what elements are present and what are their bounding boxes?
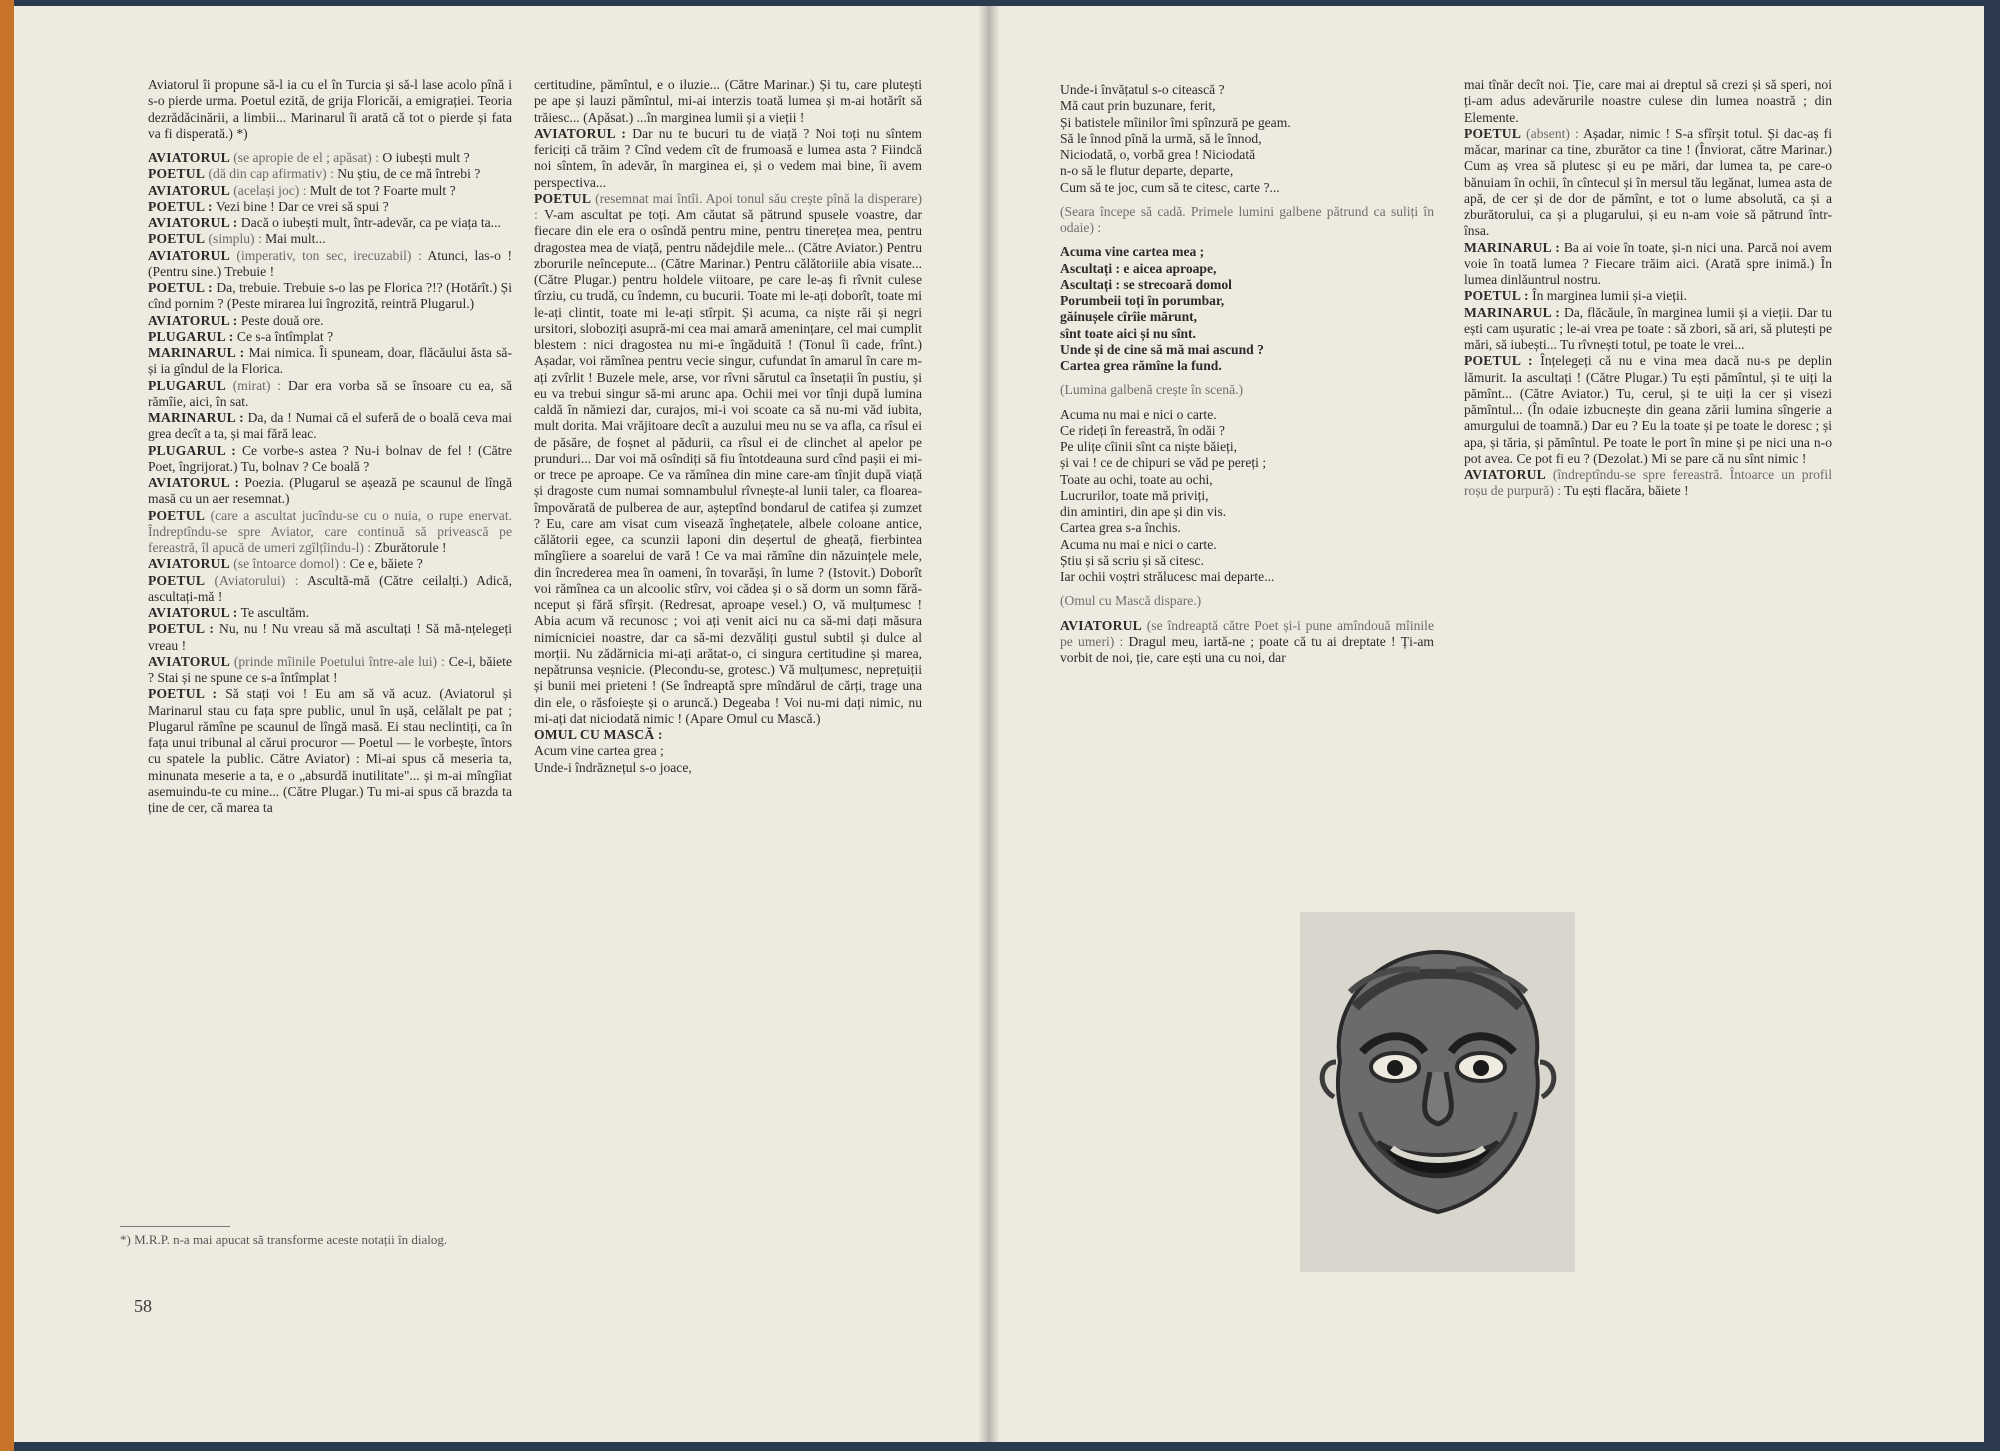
- verse-line: Niciodată, o, vorbă grea ! Niciodată: [1060, 147, 1256, 162]
- speaker-name: POETUL: [534, 190, 592, 206]
- dialogue-line: [534, 191, 922, 727]
- speech-text: Poezia. (Plugarul se așează pe scaunul de lîngă masă cu un aer resemnat.): [148, 475, 513, 507]
- speech-text: Tu ești flacăra, băiete !: [1564, 483, 1689, 499]
- verse-line: Mă caut prin buzunare, ferit,: [1060, 98, 1216, 114]
- dialogue-line: [1464, 305, 1832, 354]
- dialogue-line: [148, 443, 512, 476]
- dialogue-line: [148, 508, 512, 557]
- verse-line: Știu și să scriu și să citesc.: [1060, 552, 1204, 568]
- stage-direction: (Seara începe să cadă. Primele lumini galbene pătrund ca suliți în odaie) :: [1060, 203, 1434, 235]
- dialogue-line: [534, 126, 922, 191]
- speaker-name: PLUGARUL: [148, 377, 226, 393]
- footnote: *) M.R.P. n-a mai apucat să transforme aceste notații în dialog.: [120, 1232, 448, 1247]
- speaker-name: POETUL: [148, 166, 206, 182]
- speech-text: Ce-i, băiete ? Stai și ne spune ce s-a întîmplat !: [148, 653, 512, 685]
- speaker-name: POETUL :: [148, 280, 213, 295]
- dialogue-line: [148, 215, 512, 231]
- stage-direction: (absent) :: [1526, 125, 1579, 141]
- dialogue-line: [148, 345, 512, 378]
- speaker-name: MARINARUL :: [1464, 239, 1560, 255]
- speech-text: Nu știu, de ce mă întrebi ?: [337, 166, 481, 182]
- stage-direction: (se apropie de el ; apăsat) :: [233, 150, 379, 165]
- verse-line: Unde și de cine să mă mai ascund ?: [1060, 341, 1264, 357]
- speaker-name: MARINARUL :: [1464, 304, 1560, 320]
- stage-direction: (îndreptîndu-se spre fereastră. Întoarce un profil roșu de purpură) :: [1464, 467, 1832, 499]
- speaker-name: AVIATORUL: [148, 182, 230, 198]
- verse-line: Ascultați : se strecoară domol: [1060, 276, 1232, 292]
- dialogue-line: [1464, 288, 1832, 304]
- speaker-name: AVIATORUL: [148, 556, 230, 572]
- dialogue-line: [1464, 240, 1832, 289]
- stage-direction: (resemnat mai întîi. Apoi tonul său crește pînă la disperare) :: [534, 190, 922, 222]
- dialogue-line: [148, 313, 512, 329]
- dialogue-line: [148, 183, 512, 199]
- stage-direction: (dă din cap afirmativ) :: [208, 166, 334, 182]
- paragraph: mai tînăr decît noi. Ție, care mai ai dreptul să crezi și să speri, noi ți-am adus adevărurile noastre culese din lumea noastră ; din Elemente.: [1464, 77, 1832, 125]
- speech-text: Da, da ! Numai că el suferă de o boală ceva mai grea decît a ta, și mai fără leac.: [148, 410, 512, 442]
- speaker-name: AVIATORUL :: [534, 125, 627, 141]
- speaker-name: OMUL CU MASCĂ :: [534, 727, 663, 742]
- speaker-name: PLUGARUL :: [148, 328, 234, 344]
- left-column-2: [534, 77, 922, 776]
- stage-direction: (se întoarce domol) :: [233, 556, 347, 572]
- verse-line: Porumbeii toți în porumbar,: [1060, 293, 1225, 308]
- dialogue-line: [148, 150, 512, 166]
- speaker-name: AVIATORUL: [148, 150, 230, 165]
- stage-direction: (care a ascultat jucîndu-se cu o nuia, o rupe enervat. Îndreptîndu-se spre Aviator, care continuă să privească pe fereastră, îl apucă de umeri zgîlțîindu-l) :: [148, 507, 512, 555]
- speaker-name: AVIATORUL :: [148, 215, 238, 230]
- verse-line: Iar ochii voștri strălucesc mai departe...: [1060, 569, 1275, 584]
- dialogue-line: [148, 280, 512, 313]
- speaker-name: PLUGARUL :: [148, 442, 236, 458]
- speaker-name: MARINARUL :: [148, 410, 244, 425]
- verse-line: din amintiri, din ape și din vis.: [1060, 504, 1227, 519]
- verse-line: Cartea grea s-a închis.: [1060, 520, 1181, 536]
- speech-text: Dar nu te bucuri tu de viață ? Noi toți nu sîntem fericiți că trăim ? Cînd vedem cît de frumoasă e lumea asta ? Fiindcă noi sîntem, în adevăr, în marginea ei, și o vedem mai bine, îi avem perspectiva...: [534, 125, 922, 190]
- dialogue-line: [1464, 467, 1832, 500]
- dialogue-line: [148, 475, 512, 508]
- right-column-2: [1464, 77, 1832, 500]
- verse-line: Unde-i îndrăznețul s-o joace,: [534, 759, 692, 775]
- verse-line: Să le înnod pînă la urmă, să le înnod,: [1060, 130, 1262, 146]
- verse-line: sînt toate aici și nu sînt.: [1060, 325, 1196, 341]
- speaker-name: POETUL: [148, 572, 206, 588]
- speech-text: Atunci, las-o ! (Pentru sine.) Trebuie !: [148, 247, 512, 279]
- book-gutter: [978, 6, 1000, 1442]
- dialogue-line: [148, 605, 512, 621]
- speaker-name: AVIATORUL: [148, 247, 230, 263]
- speech-text: Ce vorbe-s astea ? Nu-i bolnav de fel ! (Către Poet, îngrijorat.) Tu, bolnav ? Ce boală ?: [148, 442, 512, 474]
- speaker-name: AVIATORUL: [1060, 617, 1142, 633]
- paragraph: certitudine, pămîntul, e o iluzie... (Către Marinar.) Și tu, care plutești pe ape și lauzi pămîntul, mi-ai interzis toată lumea și m-ai hotărît să trăiesc... (Apăsat.) ...în marginea lumii și a vieții !: [534, 77, 922, 125]
- speaker-name: POETUL :: [148, 621, 215, 637]
- speaker-name: AVIATORUL :: [148, 605, 238, 620]
- speech-text: Ce e, băiete ?: [349, 556, 423, 572]
- dialogue-line: [148, 686, 512, 816]
- dialogue-line: [1464, 353, 1832, 467]
- speaker-name: POETUL: [148, 231, 206, 247]
- dialogue-line: [148, 231, 512, 247]
- verse-line: Pe ulițe cîinii sînt ca niște băieți,: [1060, 439, 1238, 454]
- speaker-name: POETUL: [1464, 125, 1522, 141]
- speaker-name: POETUL :: [1464, 353, 1533, 369]
- verse-line: găinușele cîrîie mărunt,: [1060, 309, 1198, 325]
- stage-direction: (se îndreaptă către Poet și-i pune amîndouă mîinile pe umeri) :: [1060, 617, 1434, 649]
- speech-text: V-am ascultat pe toți. Am căutat să pătrund spusele voastre, dar fiecare din ele era o osîndă pentru mine, pentru tinerețea mea, pentru dragostea mea de viață, pentru nădejdile mele... (Către Aviator.) Pentru zborurile neîncepute... (Către Marinar.) Pentru călătoriile abia visate... (Către Plugar.) pentru holdele viitoare, pe care le-aș fi rîvnit culese tîrziu, cu trudă, cu îndemn, cu bucurii. Toate mi le-ați doborît, toate mi le-ați clintit, toate mi le-ați stîrpit. Și acuma, ca niște răi și negri ursitori, sloboziți asupră-mi cea mai amară amenințare, cel mai cumplit blestem : nici dragostea nu mi-e îngăduită ! (Tonul îi cade, frînt.) Așadar, voi rămînea pentru vecie singur, cufundat în amarul în care m-ați zvîrlit ! Buzele mele, arse, vor rîvni sărutul ca însetații în pustiu, și eu va trebui singur să-mi arunc apa. Ochii mei vor tînji după lumina caldă în nămiezi dar, curajos, mi-i voi scoate ca să nu-mi văd iubita, mult dorita. Mai vrăjitoare decît a auzului meu nu se va afla, ca rîsul ei de păsăre, de foșnet al pădurii, ca rîsul ei de clinchet al apelor pe prunduri... Dar voi mă osîndiți să fiu întotdeauna surd cînd pașii ei mi-or trece pe aproape. Ce va rămînea din mine care-am tînjit după viață și dragoste cum numai somnambulul rîvnește-al lunii taler, ca floarea-împovărată de pulberea de aur, așteptînd bondarul de catifea și zumzet ? Eu, care am visat cum visează înghețatele, albele coloane antice, călătorii egee, ca scunzii laponi din deșertul de gheață, fierbintea mîngîiere a soarelui de vară ! Ce va mai rămîne din năzuințele mele, din încrederea mea în oameni, în tovarăși, în lume ? (Istovit.) Doborît voi rămînea ca un alcoolic stîrv, voi cădea și o să dorm un somn fără-nceput și fără sfîrșit. (Redresat, aproape vesel.) O, vă mulțumesc ! Abia acum vă recunosc ; voi ați venit aici nu ca să-mi dați măsura nimicniciei noastre, dar ca să-mi dezvăliți gustul subtil și dulce al morții. Nu zădărnicia mi-ați arătat-o, ci singura certitudine și marea, nepătrunsa veșnicie. (Plecondu-se, grotesc.) Vă mulțumesc, neprețuiții și bunii mei prieteni ! (Se îndreaptă spre mîndărul de cărți, trage una din ele, o răsfoiește și o aruncă.) Degeaba ! Voi nu-mi dați nimic, nu mi-ați dat niciodată nimic ! (Apare Omul cu Mască.): [534, 207, 923, 726]
- verse-line: Ascultați : e aicea aproape,: [1060, 260, 1217, 276]
- stage-direction: (același joc) :: [233, 182, 307, 198]
- book-edge: [0, 0, 14, 1451]
- verse-line: Unde-i învățatul s-o citească ?: [1060, 82, 1225, 97]
- speaker-name: AVIATORUL :: [148, 312, 238, 328]
- dialogue-line: [148, 248, 512, 281]
- speech-text: Ascultă-mă (Către ceilalți.) Adică, ascultați-mă !: [148, 572, 512, 604]
- dialogue-line: [148, 329, 512, 345]
- speaker-name: POETUL :: [1464, 288, 1529, 304]
- footnote-rule: [120, 1226, 230, 1227]
- speech-text: Dacă o iubești mult, într-adevăr, ca pe viața ta...: [240, 215, 501, 230]
- speech-text: Să stați voi ! Eu am să vă acuz. (Aviatorul și Marinarul stau cu fața spre public, unul în ușă, celălalt pe pat ; Plugarul rămîne pe scaunul de lîngă masă. Ei stau neclintiți, ca în fața unui tribunal al cărui procuror — Poetul — le vorbește, întors cu spatele la public. Către Aviator) : Mi-ai spus că meseria ta, minunata meserie a ta, e o „absurdă inutilitate"... și m-ai mîngîiat asemuindu-te cu mine... (Către Plugar.) Tu mi-ai spus că brazda ta ține de cer, că marea ta: [148, 686, 512, 815]
- speech-text: Te ascultăm.: [240, 605, 310, 620]
- speech-text: Da, flăcăule, în marginea lumii și a vieții. Dar tu ești cam ușuratic ; le-ai vrea pe toate : să zbori, să ari, să plutești pe mări, să iubești... Tu rîvnești totul, pe toate le vrei...: [1464, 304, 1832, 352]
- stage-direction: (Aviatorului) :: [214, 572, 299, 588]
- right-column-1: [1060, 82, 1434, 666]
- speaker-name: POETUL :: [148, 686, 218, 702]
- speech-text: Mai mult...: [265, 231, 326, 247]
- speech-text: Peste două ore.: [240, 312, 324, 328]
- dialogue-line: [148, 573, 512, 606]
- verse-line: n-o să le flutur departe, departe,: [1060, 163, 1234, 179]
- speech-text: Mult de tot ? Foarte mult ?: [309, 182, 456, 198]
- left-column-1: [148, 77, 512, 816]
- speaker-name: MARINARUL :: [148, 345, 245, 360]
- speaker-name: AVIATORUL: [1464, 467, 1546, 482]
- verse-line: Ce rideți în fereastră, în odăi ?: [1060, 422, 1225, 438]
- dialogue-line: [534, 727, 922, 743]
- speech-text: Vezi bine ! Dar ce vrei să spui ?: [215, 198, 389, 214]
- speaker-name: POETUL: [148, 507, 206, 523]
- verse-line: Și batistele mîinilor îmi spînzură pe geam.: [1060, 114, 1291, 130]
- page-number: 58: [134, 1296, 152, 1316]
- speech-text: Da, trebuie. Trebuie s-o las pe Florica ?!? (Hotărît.) Și cînd pornim ? (Peste mirarea lui îngrozită, reintră Plugarul.): [148, 280, 512, 312]
- stage-direction: (imperativ, ton sec, irecuzabil) :: [236, 247, 422, 263]
- theatre-mask-icon: [1300, 912, 1575, 1272]
- speech-text: Ba ai voie în toate, și-n nici una. Parcă noi avem voie în toată lumea ? Fiecare trăim aici. (Arată spre inimă.) În lumea dinlăuntrul nostru.: [1464, 239, 1832, 287]
- speaker-name: AVIATORUL :: [148, 475, 240, 490]
- verse-line: Acum vine cartea grea ;: [534, 743, 664, 759]
- dialogue-line: [148, 166, 512, 182]
- verse-line: Cartea grea rămîne la fund.: [1060, 358, 1222, 373]
- speech-text: Nu, nu ! Nu vreau să mă ascultați ! Să mă-nțelegeți vreau !: [148, 621, 512, 653]
- speech-text: Așadar, nimic ! S-a sfîrșit totul. Și dac-aș fi măcar, marinar ca tine, zburător ca tine ! (Înviorat, către Marinar.) Cum aș vrea să plutesc și eu pe mări, dar lumea ta, pe care-o bănuiam în ochii, în cîntecul și în mersul tău legănat, lumea asta de apă, de cer și de dor de pămînt, e tot o lume absolută, ca și a zburătorului, ca și a plugarului, și eu n-am voie să pătrund într-însa.: [1464, 125, 1832, 239]
- verse-line: Acuma vine cartea mea ;: [1060, 244, 1205, 260]
- stage-direction: (Lumina galbenă crește în scenă.): [1060, 382, 1244, 398]
- stage-direction: (simplu) :: [208, 231, 262, 247]
- speech-text: În marginea lumii și-a vieții.: [1532, 288, 1687, 304]
- verse-line: Cum să te joc, cum să te citesc, carte ?...: [1060, 179, 1280, 195]
- verse-line: și vai ! ce de chipuri se văd pe pereți ;: [1060, 455, 1267, 471]
- speech-text: Înțelegeți că nu e vina mea dacă nu-s pe deplin lămurit. Ia ascultați ! (Către Plugar.) Tu ești pămîntul, și te uiți la pămînt... (Către Aviator.) Tu, cerul, și te uiți la cer și visezi pămîntul... (În odaie izbucnește din geana zării lumina sîngerie a amurgului de toamnă.) Dar eu ? Eu la toate și pe toate le doresc ; și apa, și tăria, și pămîntul. Pe toate le port în mine și pe nici una n-o pot avea. Ce pot fi eu ? (Dezolat.) Mi se pare că nu sînt nimic !: [1464, 353, 1833, 466]
- verse-line: Acuma nu mai e nici o carte.: [1060, 406, 1217, 422]
- dialogue-line: [148, 654, 512, 687]
- dialogue-line: [148, 378, 512, 411]
- verse-line: Acuma nu mai e nici o carte.: [1060, 536, 1217, 552]
- speech-text: Zburătorule !: [374, 540, 447, 555]
- speech-text: Ce s-a întîmplat ?: [236, 328, 334, 344]
- speech-text: Mai nimica. Îi spuneam, doar, flăcăului ăsta să-și ia gîndul de la Florica.: [148, 345, 512, 377]
- speech-text: Dar era vorba să se însoare cu ea, să rămîie, aici, în sat.: [148, 377, 513, 409]
- speaker-name: AVIATORUL: [148, 653, 230, 669]
- speech-text: O iubești mult ?: [382, 150, 470, 165]
- stage-direction: (prinde mîinile Poetului între-ale lui) :: [233, 653, 445, 669]
- speech-text: Dragul meu, iartă-ne ; poate că tu ai dreptate ! Ți-am vorbit de noi, ție, care ești una cu noi, dar: [1060, 633, 1434, 665]
- dialogue-line: [1060, 618, 1434, 667]
- dialogue-line: [1464, 126, 1832, 240]
- stage-direction: (Omul cu Mască dispare.): [1060, 593, 1202, 609]
- verse-line: Toate au ochi, toate au ochi,: [1060, 471, 1213, 487]
- dialogue-line: [148, 556, 512, 572]
- speaker-name: POETUL :: [148, 198, 213, 214]
- paragraph: Aviatorul îi propune să-l ia cu el în Turcia și să-l lase acolo pînă i s-o pierde urma. Poetul ezită, de grija Floricăi, a emigrației. Teoria dezrădăcinării, a limbii... Marinarul îi arată că tot o pierde și fata va fi disperată.) *): [148, 77, 512, 141]
- verse-line: Lucrurilor, toate mă priviți,: [1060, 487, 1209, 503]
- stage-direction: (mirat) :: [232, 377, 282, 393]
- dialogue-line: [148, 410, 512, 443]
- dialogue-line: [148, 199, 512, 215]
- dialogue-line: [148, 621, 512, 654]
